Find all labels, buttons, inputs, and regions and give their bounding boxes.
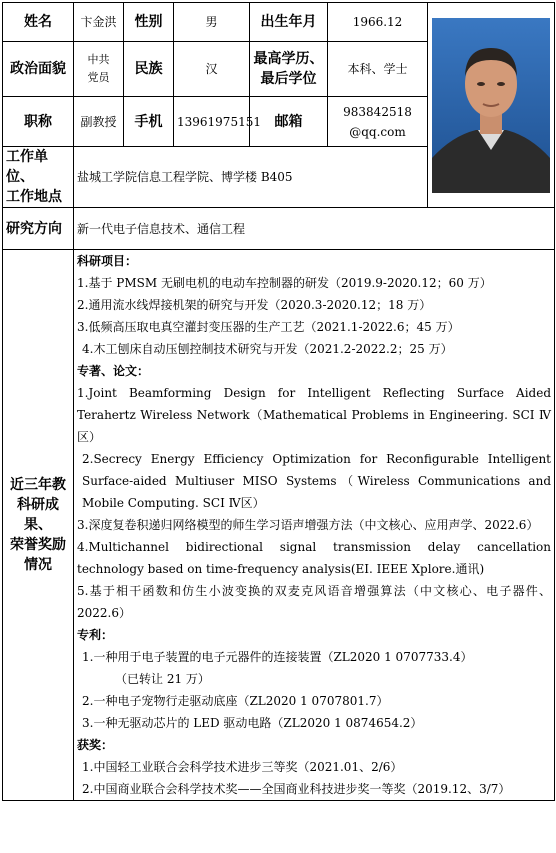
name-value: 卞金洪 [74, 3, 124, 42]
work-label-line1: 工作单位、 [6, 149, 48, 185]
projects-heading: 科研项目： [77, 254, 138, 268]
education-label-line1: 最高学历、 [253, 51, 324, 67]
politics-value [74, 42, 124, 97]
patent-note: （已转让 21 万） [115, 672, 210, 686]
phone-label: 手机 [124, 97, 174, 147]
paper-item: 4.Multichannel bidirectional signal transmission delay cancellation technology based on time-frequency analysis(EI. IEEE Xplore.通讯) [77, 540, 551, 576]
title-value: 副教授 [74, 97, 124, 147]
row-research [3, 208, 555, 250]
achievements-label [3, 250, 74, 801]
award-item: 2.中国商业联合会科学技术奖——全国商业科技进步奖一等奖（2019.12、3/7） [82, 782, 511, 796]
title-label: 职称 [3, 97, 74, 147]
row-basic-info [3, 3, 555, 42]
research-value: 新一代电子信息技术、通信工程 [74, 208, 555, 250]
paper-item: 2.Secrecy Energy Efficiency Optimization for Reconfigurable Intelligent Surface-aided Multiuser MISO Systems（Wireless Communications and Mobile Computing. SCI Ⅳ区） [82, 452, 551, 510]
papers-heading: 专著、论文： [77, 364, 150, 378]
education-label [250, 42, 328, 97]
phone-value: 13961975151 [174, 97, 250, 147]
paper-item: 3.深度复卷积递归网络模型的师生学习语声增强方法（中文核心、应用声学、2022.6） [77, 518, 539, 532]
work-label-line2: 工作地点 [6, 189, 62, 205]
gender-value: 男 [174, 3, 250, 42]
paper-item: 5.基于相干函数和仿生小波变换的双麦克风语音增强算法（中文核心、电子器件、2022.6） [77, 584, 551, 620]
email-value [328, 97, 428, 147]
portrait-photo [432, 18, 550, 193]
achievements-label-line3: 荣誉奖励 [10, 537, 66, 553]
ethnic-label: 民族 [124, 42, 174, 97]
patent-item: 1.一种用于电子装置的电子元器件的连接装置（ZL2020 1 0707733.4） [82, 650, 473, 664]
education-label-line2: 最后学位 [260, 71, 317, 87]
patent-item: 2.一种电子宠物行走驱动底座（ZL2020 1 0707801.7） [82, 694, 389, 708]
email-value-line1: 983842518 [343, 104, 412, 119]
work-value: 盐城工学院信息工程学院、博学楼 B405 [74, 147, 428, 208]
email-label: 邮箱 [250, 97, 328, 147]
achievements-label-line4: 情况 [24, 557, 52, 573]
research-label: 研究方向 [3, 208, 74, 250]
project-item: 2.通用流水线焊接机架的研究与开发（2020.3-2020.12；18 万） [77, 298, 432, 312]
achievements-content [74, 250, 555, 801]
paper-item: 1.Joint Beamforming Design for Intelligent Reflecting Surface Aided Terahertz Wireless Network（Mathematical Problems in Engineering. SCI Ⅳ区） [77, 386, 551, 444]
project-item: 3.低频高压取电真空灌封变压器的生产工艺（2021.1-2022.6；45 万） [77, 320, 460, 334]
email-value-line2: @qq.com [349, 124, 406, 139]
birth-value: 1966.12 [328, 3, 428, 42]
name-label: 姓名 [3, 3, 74, 42]
ethnic-value: 汉 [174, 42, 250, 97]
politics-value-line1: 中共 [87, 53, 110, 66]
achievements-label-line1: 近三年教 [10, 477, 66, 493]
award-item: 1.中国轻工业联合会科学技术进步三等奖（2021.01、2/6） [82, 760, 403, 774]
birth-label: 出生年月 [250, 3, 328, 42]
work-label [3, 147, 74, 208]
politics-label: 政治面貌 [3, 42, 74, 97]
politics-value-line2: 党员 [87, 71, 110, 84]
patent-item: 3.一种无驱动芯片的 LED 驱动电路（ZL2020 1 0874654.2） [82, 716, 423, 730]
project-item: 1.基于 PMSM 无刷电机的电动车控制器的研发（2019.9-2020.12；60 万） [77, 276, 492, 290]
achievements-label-line2: 科研成果、 [17, 497, 59, 533]
project-item: 4.木工刨床自动压刨控制技术研究与开发（2021.2-2022.2；25 万） [82, 342, 453, 356]
photo-cell [428, 3, 555, 208]
patents-heading: 专利： [77, 628, 114, 642]
gender-label: 性别 [124, 3, 174, 42]
row-achievements [3, 250, 555, 801]
education-value: 本科、学士 [328, 42, 428, 97]
resume-table [2, 2, 555, 801]
awards-heading: 获奖： [77, 738, 114, 752]
